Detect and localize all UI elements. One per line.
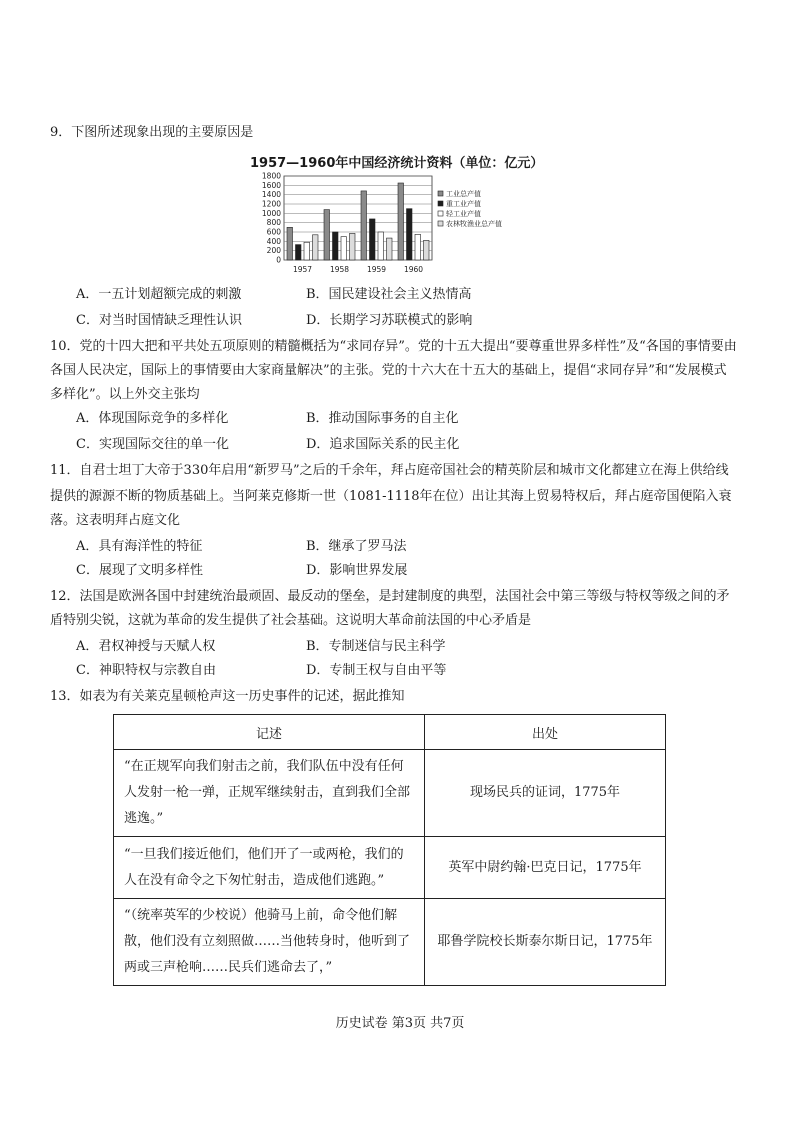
y-tick-label: 800 xyxy=(266,218,281,228)
bar xyxy=(378,232,384,260)
legend-label: 重工业产值 xyxy=(446,200,481,208)
header-source: 出处 xyxy=(425,715,666,750)
y-tick-label: 400 xyxy=(266,236,281,246)
q9-option-d: D．长期学习苏联模式的影响 xyxy=(306,313,473,328)
y-tick-label: 1200 xyxy=(261,199,281,209)
q12-option-a: A．君权神授与天赋人权 xyxy=(76,639,216,654)
table-row xyxy=(114,837,666,899)
record-cell: “一旦我们接近他们，他们开了一或两枪，我们的人在没有命令之下匆忙射击，造成他们逃跑。” xyxy=(114,837,425,899)
q11-stem-line-3: 落。这表明拜占庭文化 xyxy=(50,513,181,528)
q9-option-a: A．一五计划超额完成的刺激 xyxy=(76,287,242,302)
y-tick-label: 200 xyxy=(266,246,281,256)
record-cell: “（统率英军的少校说）他骑马上前，命令他们解散，他们没有立刻照做……当他转身时，他听到了两或三声枪响……民兵们逃命去了，” xyxy=(114,899,425,986)
q9-option-b: B．国民建设社会主义热情高 xyxy=(306,287,472,302)
q12-option-b: B．专制迷信与民主科学 xyxy=(306,639,446,654)
q12-option-c: C．神职特权与宗教自由 xyxy=(76,663,216,678)
page-footer: 历史试卷 第3页 共7页 xyxy=(335,1016,465,1031)
legend-label: 工业总产值 xyxy=(446,190,481,198)
x-tick-label: 1958 xyxy=(329,265,350,274)
bar xyxy=(341,237,347,260)
bar xyxy=(350,233,356,260)
bar xyxy=(287,227,293,260)
bar xyxy=(387,238,393,260)
legend-swatch xyxy=(438,201,443,206)
q10-option-d: D．追求国际关系的民主化 xyxy=(306,437,460,452)
legend-label: 轻工业产值 xyxy=(446,210,481,218)
y-tick-label: 1800 xyxy=(261,171,281,181)
source-cell: 英军中尉约翰·巴克日记，1775年 xyxy=(425,837,666,899)
q9-option-c: C．对当时国情缺乏理性认识 xyxy=(76,313,242,328)
y-tick-label: 600 xyxy=(266,227,281,237)
y-tick-label: 1400 xyxy=(261,190,281,200)
q11-option-b: B．继承了罗马法 xyxy=(306,539,407,554)
sources-table xyxy=(113,714,666,986)
q10-stem-line-3: 多样化”。以上外交主张均 xyxy=(50,387,200,402)
q12-option-d: D．专制王权与自由平等 xyxy=(306,663,447,678)
q10-option-c: C．实现国际交往的单一化 xyxy=(76,437,229,452)
y-tick-label: 1600 xyxy=(261,180,281,190)
y-tick-label: 1000 xyxy=(261,208,281,218)
bar xyxy=(361,191,367,260)
bar xyxy=(313,235,319,260)
bar xyxy=(304,242,310,260)
legend-swatch xyxy=(438,191,443,196)
q11-stem-line-1: 11．自君士坦丁大帝于330年启用“新罗马”之后的千余年，拜占庭帝国社会的精英阶层和城市文化都建立在海上供给线 xyxy=(50,463,729,478)
q12-stem-line-1: 12．法国是欧洲各国中封建统治最顽固、最反动的堡垒，是封建制度的典型，法国社会中第三等级与特权等级之间的矛 xyxy=(50,589,730,604)
bar xyxy=(333,232,339,260)
legend-swatch xyxy=(438,221,443,226)
q10-stem-line-2: 各国人民决定，国际上的事情要由大家商量解决”的主张。党的十六大在十五大的基础上，提倡“求同存异”和“发展模式 xyxy=(50,363,727,378)
q13-stem: 13．如表为有关莱克星顿枪声这一历史事件的记述，据此推知 xyxy=(50,689,405,704)
q9-stem: 9．下图所述现象出现的主要原因是 xyxy=(50,125,254,140)
source-cell: 现场民兵的证词，1775年 xyxy=(425,750,666,837)
q11-option-c: C．展现了文明多样性 xyxy=(76,563,203,578)
x-tick-label: 1957 xyxy=(292,265,313,274)
q11-option-d: D．影响世界发展 xyxy=(306,563,408,578)
record-cell: “在正规军向我们射击之前，我们队伍中没有任何人发射一枪一弹，正规军继续射击，直到我们全部逃逸。” xyxy=(114,750,425,837)
bar xyxy=(324,210,330,260)
q12-stem-line-2: 盾特别尖锐，这就为革命的发生提供了社会基础。这说明大革命前法国的中心矛盾是 xyxy=(50,613,532,628)
y-tick-label: 0 xyxy=(276,255,281,265)
x-tick-label: 1960 xyxy=(403,265,424,274)
q10-stem-line-1: 10．党的十四大把和平共处五项原则的精髓概括为“求同存异”。党的十五大提出“要尊重世界多样性”及“各国的事情要由 xyxy=(50,339,737,354)
table-row xyxy=(114,750,666,837)
q11-stem-line-2: 提供的源源不断的物质基础上。当阿莱克修斯一世（1081-1118年在位）出让其海上贸易特权后，拜占庭帝国便陷入衰 xyxy=(50,489,732,504)
legend-swatch xyxy=(438,211,443,216)
legend-label: 农林牧渔业总产值 xyxy=(446,220,502,228)
bar xyxy=(424,240,430,260)
source-cell: 耶鲁学院校长斯泰尔斯日记，1775年 xyxy=(425,899,666,986)
table-row xyxy=(114,899,666,986)
bar xyxy=(415,234,421,260)
bar xyxy=(398,183,404,260)
q10-option-b: B．推动国际事务的自主化 xyxy=(306,411,459,426)
bar xyxy=(296,245,302,260)
chart-title: 1957—1960年中国经济统计资料（单位：亿元） xyxy=(250,156,544,171)
table-header-row xyxy=(114,715,666,750)
q11-option-a: A．具有海洋性的特征 xyxy=(76,539,203,554)
bar-chart xyxy=(240,168,520,280)
bar xyxy=(407,209,413,260)
header-record: 记述 xyxy=(114,715,425,750)
q10-option-a: A．体现国际竞争的多样化 xyxy=(76,411,229,426)
bar xyxy=(370,219,376,260)
x-tick-label: 1959 xyxy=(366,265,387,274)
